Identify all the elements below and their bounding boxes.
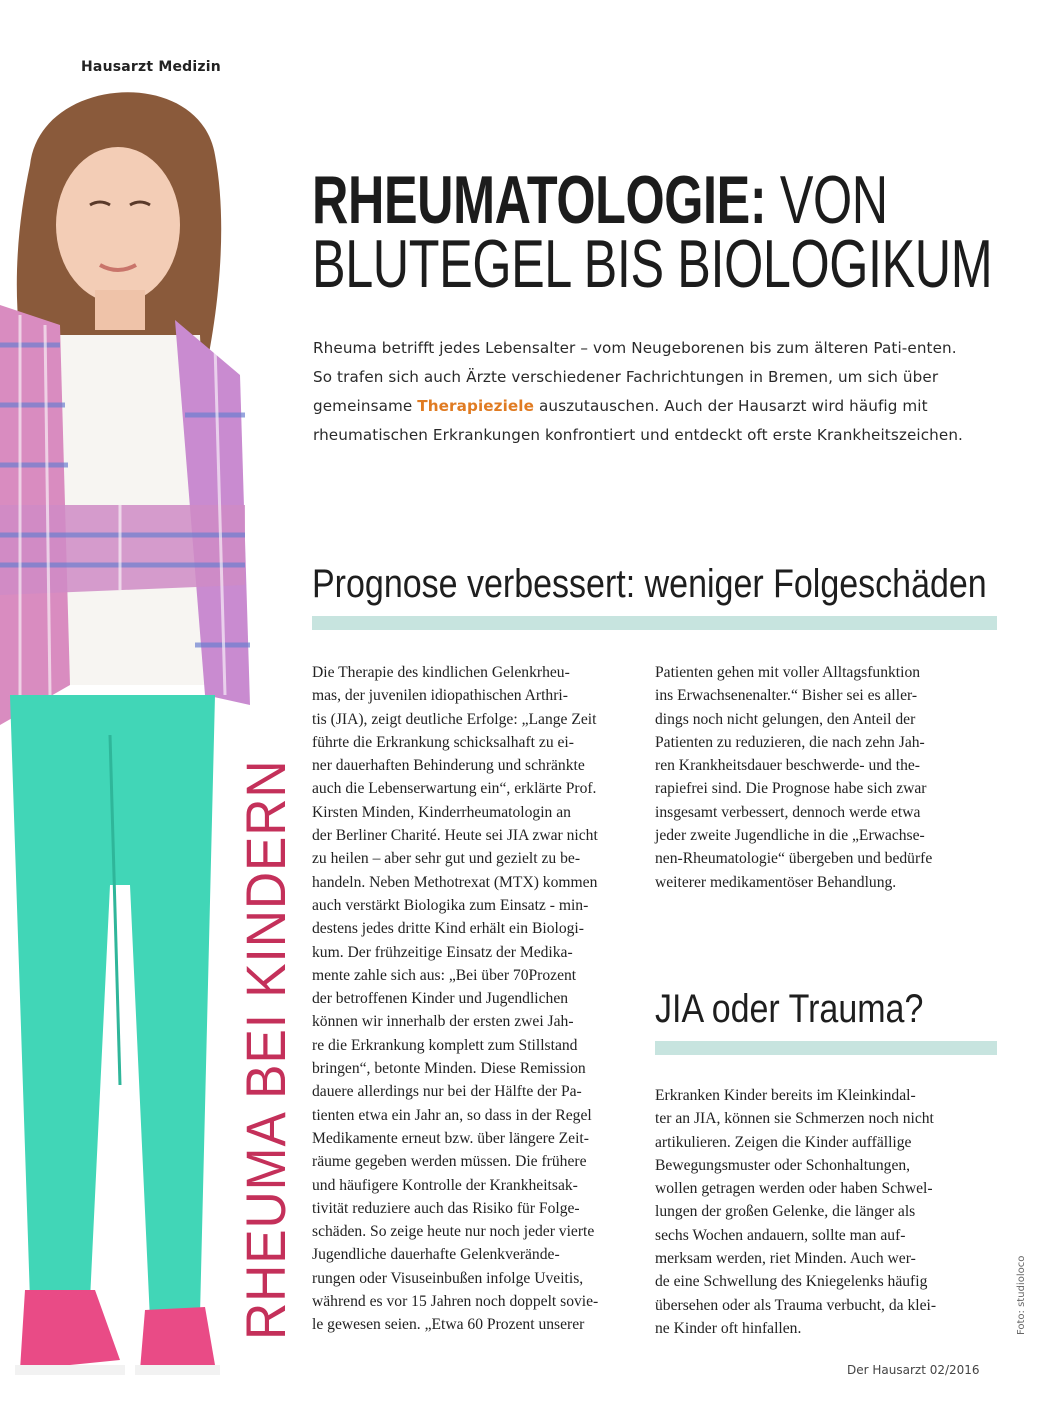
section-heading-prognose: Prognose verbessert: weniger Folgeschäden [312,562,987,606]
text-line: Medikamente erneut bzw. über längere Zeit- [312,1129,589,1147]
text-line: Erkranken Kinder bereits im Kleinkindal- [655,1087,916,1104]
text-line: tis (JIA), zeigt deutliche Erfolge: „Lange Zeit [312,710,597,728]
text-line: weiterer medikamentöser Behandlung. [655,873,897,891]
text-line: rapiefrei sind. Die Prognose habe sich zwar [655,780,927,798]
headline [312,162,993,302]
section-heading-jia: JIA oder Trauma? [655,987,924,1031]
text-line: Patienten gehen mit voller Alltagsfunktion [655,664,921,681]
section-divider-2 [655,1041,997,1055]
text-line: kum. Der frühzeitige Einsatz der Medika- [312,943,573,961]
text-line: tienten etwa ein Jahr an, so dass in der Regel [312,1106,592,1124]
text-line: mente zahle sich aus: „Bei über 70Prozent [312,966,577,984]
section-label: Hausarzt Medizin [81,59,221,75]
text-line: auch verstärkt Biologika zum Einsatz - min- [312,896,589,914]
text-line: tivität reduziere auch das Risiko für Folge- [312,1199,580,1217]
shoe-left [20,1290,120,1370]
headline-line2: BLUTEGEL BIS BIOLOGIKUM [312,226,993,302]
highlight-link[interactable]: Therapieziele [417,397,535,415]
text-line: ne Kinder oft hinfallen. [655,1319,802,1337]
text-line: können wir innerhalb der ersten zwei Jah- [312,1013,574,1031]
shoe-right [140,1307,215,1370]
text-line: schäden. So zeige heute nur noch jeder vierte [312,1223,595,1241]
headline-bold: RHEUMATOLOGIE: [312,162,767,238]
photo-credit: Foto: studioloco [1016,1255,1027,1335]
text-line: Jugendliche dauerhafte Gelenkverände- [312,1246,560,1264]
face [56,147,180,303]
text-line: räume gegeben werden müssen. Die frühere [312,1153,587,1171]
text-line: jeder zweite Jugendliche in die „Erwachse- [655,827,925,845]
text-line: ren Krankheitsdauer beschwerde- und the- [655,757,920,775]
text-line: sechs Wochen andauern, sollte man auf- [655,1226,906,1244]
text-line: ner dauerhaften Behinderung und schränkte [312,757,585,775]
text-line: merksam werden, riet Minden. Auch wer- [655,1250,916,1268]
column-3 [655,1084,975,1340]
text-line: übersehen oder als Trauma verbucht, da klei- [655,1296,937,1314]
text-line: handeln. Neben Methotrexat (MTX) kommen [312,873,598,891]
text-line: zu heilen – aber sehr gut und gezielt zu be- [312,850,581,868]
vertical-title: RHEUMA BEI KINDERN [234,759,297,1340]
text-line: le gewesen seien. „Etwa 60 Prozent unserer [312,1316,585,1334]
text-line: der betroffenen Kinder und Jugendlichen [312,990,569,1008]
text-line: Patienten zu reduzieren, die nach zehn Jah- [655,733,925,751]
text-line: wollen getragen werden oder haben Schwel- [655,1180,933,1198]
text-line: de eine Schwellung des Kniegelenks häufig [655,1273,928,1291]
text-line: mas, der juvenilen idiopathischen Arthri- [312,687,568,705]
text-line: ins Erwachsenenalter.“ Bisher sei es aller- [655,687,918,705]
text-line: dauere allerdings nur bei der Hälfte der Pa- [312,1083,582,1101]
lead-paragraph: Rheuma betrifft jedes Lebensalter – vom Neugeborenen bis zum älteren Pati-enten. So trafen sich auch Ärzte verschiedener Fachrichtungen in Bremen, um sich über gemeinsame Therapieziele auszutauschen. Auch der Hausarzt wird häufig mit rheumatischen Erkrankungen konfrontiert und entdeckt oft erste Krankheitszeichen. [313,339,963,444]
text-line: und häufigere Kontrolle der Krankheitsak- [312,1176,578,1194]
text-line: Kirsten Minden, Kinderrheumatologin an [312,803,571,821]
section-divider-1 [312,616,997,630]
page-footer: Der Hausarzt 02/2016 [847,1363,980,1377]
text-line: dings noch nicht gelungen, den Anteil der [655,710,916,728]
text-line: lungen der großen Gelenke, die länger als [655,1203,916,1221]
column-1 [312,661,632,1337]
text-line: während es vor 15 Jahren noch doppelt sovie- [312,1293,599,1311]
text-line: ter an JIA, können sie Schmerzen noch nicht [655,1110,934,1128]
text-line: nen-Rheumatologie“ übergeben und bedürfe [655,850,933,868]
text-line: re die Erkrankung komplett zum Stillstand [312,1036,578,1054]
text-line: artikulieren. Zeigen die Kinder auffällige [655,1133,912,1151]
headline-light: VON [766,162,888,238]
text-line: rungen oder Visuseinbußen infolge Uveitis, [312,1269,584,1287]
text-line: auch die Lebenserwartung ein“, erklärte Prof. [312,780,597,798]
text-line: destens jedes dritte Kind erhält ein Biologi- [312,920,584,938]
text-line: bringen“, betonte Minden. Diese Remission [312,1060,586,1078]
text-line: der Berliner Charité. Heute sei JIA zwar nicht [312,827,598,845]
text-line: Bewegungsmuster oder Schonhaltungen, [655,1156,911,1174]
text-line: Die Therapie des kindlichen Gelenkrheu- [312,664,570,681]
text-line: insgesamt verbessert, dennoch werde etwa [655,803,921,821]
column-2 [655,661,975,894]
text-line: führte die Erkrankung schicksalhaft zu ei- [312,733,574,751]
